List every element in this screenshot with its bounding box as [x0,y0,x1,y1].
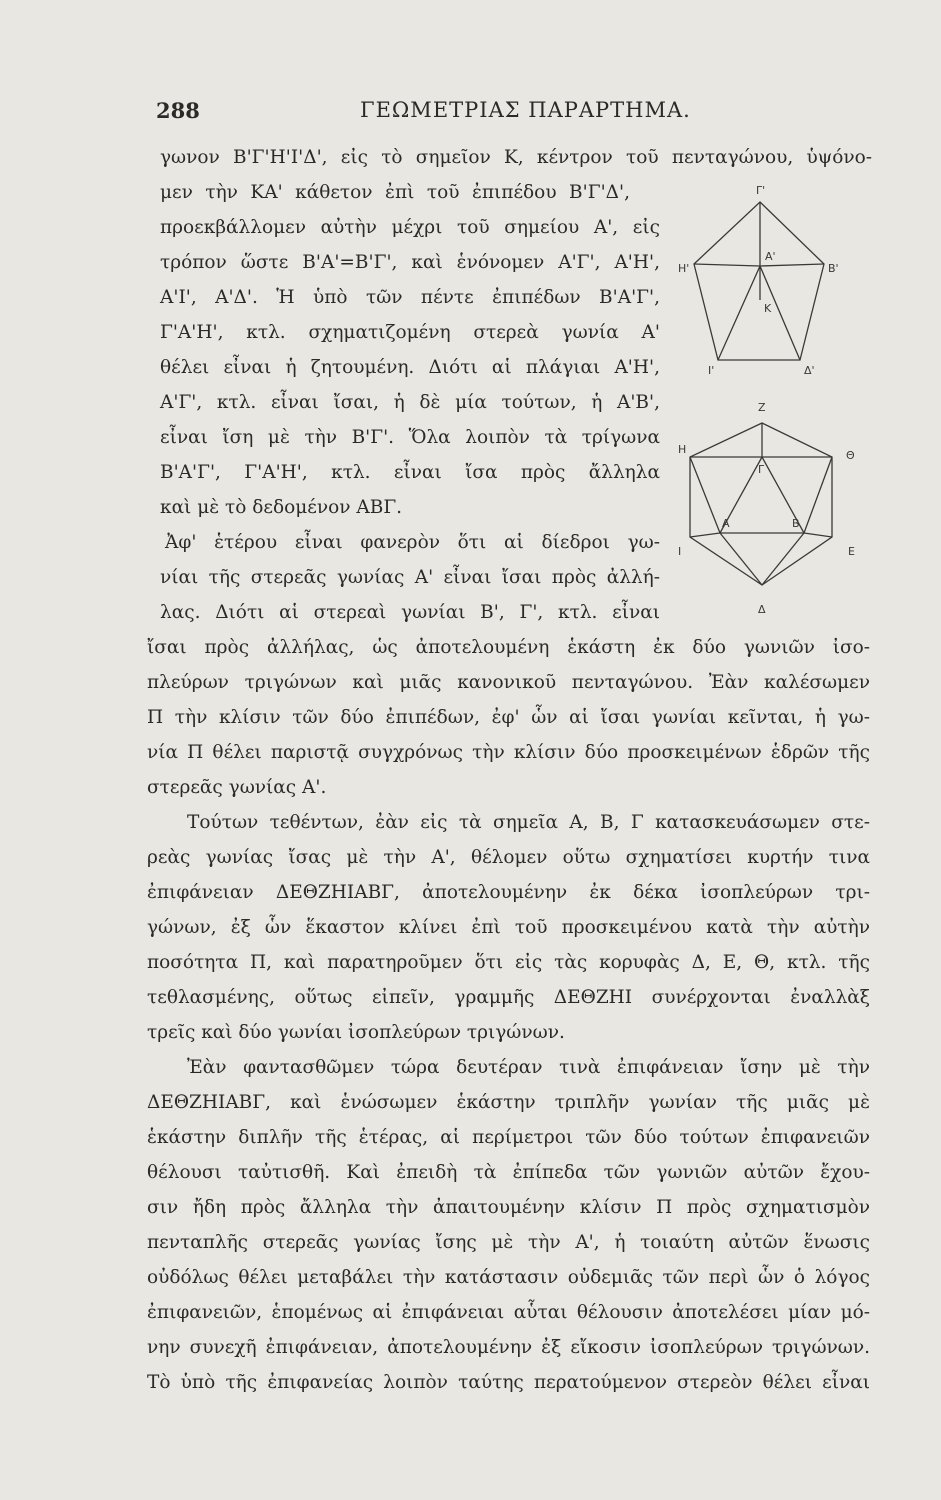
label-a: A [722,517,730,530]
text-line: ΔΕΘΖΗΙΑΒΓ, καὶ ἑνώσωμεν ἑκάστην τριπλῆν γωνίαν τῆς μιᾶς μὲ [147,1092,870,1113]
text-line: ἐπιφάνειαν ΔΕΘΖΗΙΑΒΓ, ἀποτελουμένην ἐκ δέκα ἰσοπλεύρων τρι- [147,882,870,903]
fig-line [690,533,720,537]
text-line: νην συνεχῆ ἐπιφάνειαν, ἀποτελουμένην ἐξ εἴκοσιν ἰσοπλεύρων τριγώνων. [147,1337,870,1358]
text-line: εἶναι ἴση μὲ τὴν Β'Γ'. Ὅλα λοιπὸν τὰ τρίγωνα [160,427,660,448]
label-h-prime: H' [678,262,690,275]
text-line: θέλει εἶναι ἡ ζητουμένη. Διότι αἱ πλάγιαι Α'Η', [160,357,660,378]
fig-line [690,457,720,533]
text-line: προεκβάλλομεν αὐτὴν μέχρι τοῦ σημείου Α', εἰς [160,217,660,238]
text-line: πλεύρων τριγώνων καὶ μιᾶς κανονικοῦ πενταγώνου. Ἐὰν καλέσωμεν [147,672,870,693]
fig-line [804,533,832,537]
text-line: μεν τὴν ΚΑ' κάθετον ἐπὶ τοῦ ἐπιπέδου Β'Γ'Δ', [160,182,630,203]
text-line: νία Π θέλει παριστᾷ συγχρόνως τὴν κλίσιν δύο προσκειμένων ἑδρῶν τῆς [147,742,870,763]
label-e: E [848,545,855,558]
label-b: B [792,517,800,530]
label-b-prime: B' [828,262,839,275]
text-line: ἐπιφανειῶν, ἑπομένως αἱ ἐπιφάνειαι αὗται θέλουσιν ἀποτελέσει μίαν μό- [147,1302,870,1323]
label-theta: Θ [846,449,855,462]
text-line: σιν ἤδη πρὸς ἄλληλα τὴν ἀπαιτουμένην κλίσιν Π πρὸς σχηματισμὸν [147,1197,870,1218]
text-line: τρεῖς καὶ δύο γωνίαι ἰσοπλεύρων τριγώνων. [147,1022,565,1043]
outer-hexagon [690,423,832,585]
fig-line [720,533,762,585]
text-column-narrow [160,140,872,630]
pentagon-figure [680,180,840,375]
fig-line [760,264,824,266]
text-line: πενταπλῆς στερεᾶς γωνίας ἴσης μὲ τὴν Α', ἡ τοιαύτη αὐτῶν ἕνωσις [147,1232,870,1253]
text-line: Α'Γ', κτλ. εἶναι ἴσαι, ἡ δὲ μία τούτων, ἡ Α'Β', [160,392,660,413]
text-line: γωνον Β'Γ'Η'Ι'Δ', εἰς τὸ σημεῖον Κ, κέντρον τοῦ πενταγώνου, ὑψόνο- [160,147,872,168]
label-delta-prime: Δ' [804,364,815,377]
text-line: καὶ μὲ τὸ δεδομένον ΑΒΓ. [160,497,403,518]
label-i-prime: I' [708,364,715,377]
text-line: Α'Ι', Α'Δ'. Ἡ ὑπὸ τῶν πέντε ἐπιπέδων Β'Α'Γ', [160,287,660,308]
text-line: Γ'Α'Η', κτλ. σχηματιζομένη στερεὰ γωνία Α' [160,322,660,343]
text-line: ἑκάστην διπλῆν τῆς ἑτέρας, αἱ περίμετροι τῶν δύο τούτων ἐπιφανειῶν [147,1127,870,1148]
label-z: Z [758,401,766,414]
fig-line [762,533,804,585]
page-header [150,92,870,132]
text-line: Τούτων τεθέντων, ἐὰν εἰς τὰ σημεῖα Α, Β, Γ κατασκευάσωμεν στε- [187,812,870,833]
text-line: Ἀφ' ἑτέρου εἶναι φανερὸν ὅτι αἱ δίεδροι γω- [165,532,660,553]
text-line: ἴσαι πρὸς ἀλλήλας, ὡς ἀποτελουμένη ἑκάστη ἐκ δύο γωνιῶν ἰσο- [147,637,870,658]
text-line: Ἐὰν φαντασθῶμεν τώρα δευτέραν τινὰ ἐπιφάνειαν ἴσην μὲ τὴν [187,1057,870,1078]
text-line: τρόπον ὥστε Β'Α'=Β'Γ', καὶ ἑνόνομεν Α'Γ', Α'Η', [160,252,660,273]
page-number: 288 [156,98,200,123]
running-title: ΓΕΩΜΕΤΡΙΑΣ ΠΑΡΑΡΤΗΜΑ. [360,98,691,122]
label-delta: Δ [758,603,766,616]
label-k: K [764,302,772,315]
fig-line [718,266,760,360]
text-line: γώνων, ἐξ ὧν ἕκαστον κλίνει ἐπὶ τοῦ προσκειμένου κατὰ τὴν αὐτὴν [147,917,870,938]
text-line: Τὸ ὑπὸ τῆς ἐπιφανείας λοιπὸν ταύτης περατούμενον στερεὸν θέλει εἶναι [147,1372,870,1393]
text-line: ρεὰς γωνίας ἴσας μὲ τὴν Α', θέλομεν οὕτω σχηματίσει κυρτήν τινα [147,847,870,868]
text-line: νίαι τῆς στερεᾶς γωνίας Α' εἶναι ἴσαι πρὸς ἀλλή- [160,567,660,588]
text-line: στερεᾶς γωνίας Α'. [147,777,327,798]
text-line: Π τὴν κλίσιν τῶν δύο ἐπιπέδων, ἐφ' ὧν αἱ ἴσαι γωνίαι κεῖνται, ἡ γω- [147,707,870,728]
label-gamma-prime: Γ' [756,184,766,197]
text-line: θέλουσι ταὐτισθῆ. Καὶ ἐπειδὴ τὰ ἐπίπεδα τῶν γωνιῶν αὐτῶν ἔχου- [147,1162,870,1183]
fig-line [804,457,832,533]
fig-line [694,264,760,266]
label-h: H [678,443,687,456]
label-i: I [678,545,682,558]
text-column-full [147,630,870,1400]
text-line: τεθλασμένης, οὕτως εἰπεῖν, γραμμῆς ΔΕΘΖΗΙ συνέρχονται ἐναλλὰξ [147,987,870,1008]
pentagon-outline [694,202,824,360]
label-gamma: Γ [758,463,765,476]
label-a-prime: A' [765,250,776,263]
text-line: Β'Α'Γ', Γ'Α'Η', κτλ. εἶναι ἴσα πρὸς ἄλληλα [160,462,660,483]
icosahedron-figure [672,395,862,620]
text-line: οὐδόλως θέλει μεταβάλει τὴν κατάστασιν οὐδεμιᾶς τῶν περὶ ὧν ὁ λόγος [147,1267,870,1288]
text-line: λας. Διότι αἱ στερεαὶ γωνίαι Β', Γ', κτλ. εἶναι [160,602,660,623]
text-line: ποσότητα Π, καὶ παρατηροῦμεν ὅτι εἰς τὰς κορυφὰς Δ, Ε, Θ, κτλ. τῆς [147,952,870,973]
